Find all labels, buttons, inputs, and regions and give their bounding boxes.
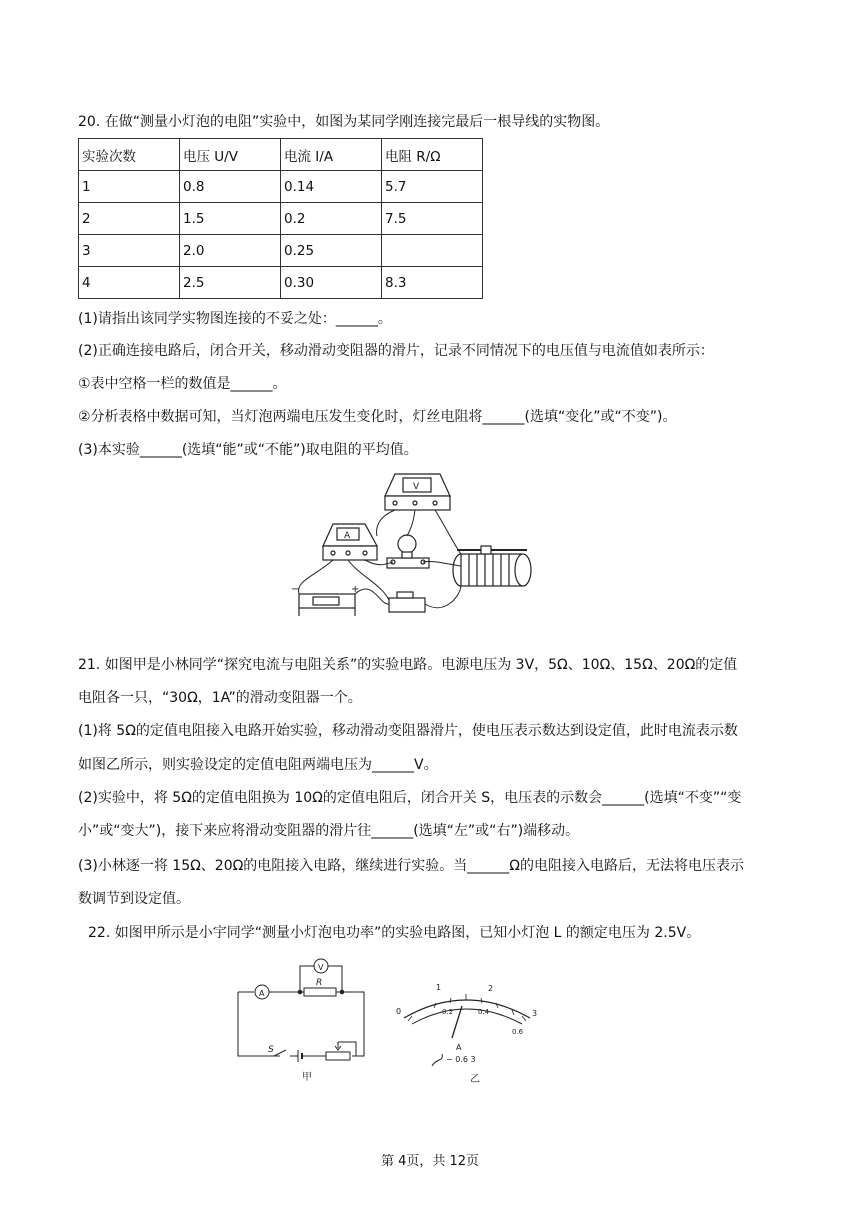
table-cell: 1 — [79, 171, 180, 203]
table-cell: 3 — [79, 235, 180, 267]
q21-line4: 如图乙所示，则实验设定的定值电阻两端电压为______V。 — [78, 757, 438, 773]
table-cell: 5.7 — [382, 171, 483, 203]
battery-icon — [291, 584, 359, 616]
dial-needle — [452, 1006, 462, 1038]
q21-line5: (2)实验中，将 5Ω的定值电阻换为 10Ω的定值电阻后，闭合开关 S，电压表的示数会______(选填“不变”“变 — [78, 790, 742, 806]
table-header: 电阻 R/Ω — [382, 139, 483, 171]
q21-line8: 数调节到设定值。 — [78, 891, 190, 907]
q20-part1: (1)请指出该同学实物图连接的不妥之处：______。 — [78, 311, 392, 327]
inner-tick-0-4: 0.4 — [478, 1008, 490, 1016]
q20-part2a: ①表中空格一栏的数值是______。 — [78, 376, 287, 392]
ammeter-symbol-label: A — [259, 989, 265, 998]
ammeter-label: A — [344, 531, 351, 541]
table-header: 电压 U/V — [180, 139, 281, 171]
switch-symbol-label: S — [268, 1045, 274, 1055]
terminal-wire — [432, 1054, 442, 1066]
table-cell: 0.14 — [281, 171, 382, 203]
q22-ammeter-dial — [390, 978, 546, 1088]
table-header: 实验次数 — [79, 139, 180, 171]
battery-minus-label: − — [291, 584, 300, 595]
voltmeter-label: V — [413, 482, 420, 492]
caption-jia: 甲 — [302, 1072, 312, 1083]
switch-icon — [389, 592, 425, 612]
q21-line6: 小”或“变大”)，接下来应将滑动变阻器的滑片往______(选填“左”或“右”)端移动。 — [78, 823, 580, 839]
q20-part2: (2)正确连接电路后，闭合开关，移动滑动变阻器的滑片，记录不同情况下的电压值与电流值如表所示： — [78, 343, 714, 359]
rheostat-icon — [453, 546, 531, 586]
table-row — [79, 171, 483, 203]
bulb-icon — [387, 535, 429, 568]
table-cell: 7.5 — [382, 203, 483, 235]
switch-symbol — [274, 1050, 286, 1056]
table-cell: 0.25 — [281, 235, 382, 267]
table-row — [79, 267, 483, 299]
dial-terminals: − 0.6 3 — [446, 1055, 476, 1064]
q21-line1: 21. 如图甲是小林同学“探究电流与电阻关系”的实验电路。电源电压为 3V，5Ω、10Ω、15Ω、20Ω的定值 — [78, 657, 738, 673]
table-cell: 8.3 — [382, 267, 483, 299]
battery-plus-label: + — [351, 584, 360, 595]
table-cell: 0.8 — [180, 171, 281, 203]
q22-line1: 22. 如图甲所示是小宇同学“测量小灯泡电功率”的实验电路图，已知小灯泡 L 的额定电压为 2.5V。 — [88, 925, 701, 941]
inner-tick-0-2: 0.2 — [442, 1008, 454, 1016]
outer-tick-0: 0 — [396, 1007, 402, 1016]
table-cell — [382, 235, 483, 267]
q20-part2b: ②分析表格中数据可知，当灯泡两端电压发生变化时，灯丝电阻将______(选填“变化”或“不变”)。 — [78, 409, 677, 425]
q22-circuit-diagram — [234, 958, 374, 1084]
q21-line3: (1)将 5Ω的定值电阻接入电路开始实验，移动滑动变阻器滑片，使电压表示数达到设定值，此时电流表示数 — [78, 723, 738, 739]
outer-tick-1: 1 — [436, 983, 442, 992]
table-header-row — [79, 139, 483, 171]
outer-tick-2: 2 — [488, 984, 494, 993]
table-cell: 0.30 — [281, 267, 382, 299]
voltmeter-icon — [385, 474, 450, 510]
outer-tick-3: 3 — [532, 1009, 538, 1018]
data-table — [78, 138, 483, 299]
caption-yi: 乙 — [470, 1074, 480, 1085]
q21-line2: 电阻各一只，“30Ω，1A”的滑动变阻器一个。 — [78, 690, 362, 706]
table-row — [79, 235, 483, 267]
inner-tick-0-6: 0.6 — [512, 1028, 524, 1036]
table-cell: 2.5 — [180, 267, 281, 299]
table-cell: 1.5 — [180, 203, 281, 235]
table-cell: 0.2 — [281, 203, 382, 235]
table-row — [79, 203, 483, 235]
dial-unit: A — [456, 1043, 462, 1052]
dial-inner-arc — [412, 1009, 522, 1024]
resistor-symbol — [304, 988, 336, 996]
table-cell: 2.0 — [180, 235, 281, 267]
q21-line7: (3)小林逐一将 15Ω、20Ω的电阻接入电路，继续进行实验。当______Ω的电阻接入电路后，无法将电压表示 — [78, 858, 745, 874]
rheostat-symbol — [326, 1052, 350, 1060]
q20-apparatus-figure — [285, 466, 545, 624]
voltmeter-symbol-label: V — [318, 963, 324, 972]
table-header: 电流 I/A — [281, 139, 382, 171]
table-cell: 2 — [79, 203, 180, 235]
page-footer: 第 4页，共 12页 — [380, 1154, 480, 1169]
q20-title: 20. 在做“测量小灯泡的电阻”实验中，如图为某同学刚连接完最后一根导线的实物图。 — [78, 114, 610, 130]
resistor-symbol-label: R — [316, 978, 323, 988]
q20-part3: (3)本实验______(选填“能”或“不能”)取电阻的平均值。 — [78, 442, 418, 458]
ammeter-icon — [323, 524, 377, 560]
table-cell: 4 — [79, 267, 180, 299]
wire-left — [238, 992, 254, 1056]
